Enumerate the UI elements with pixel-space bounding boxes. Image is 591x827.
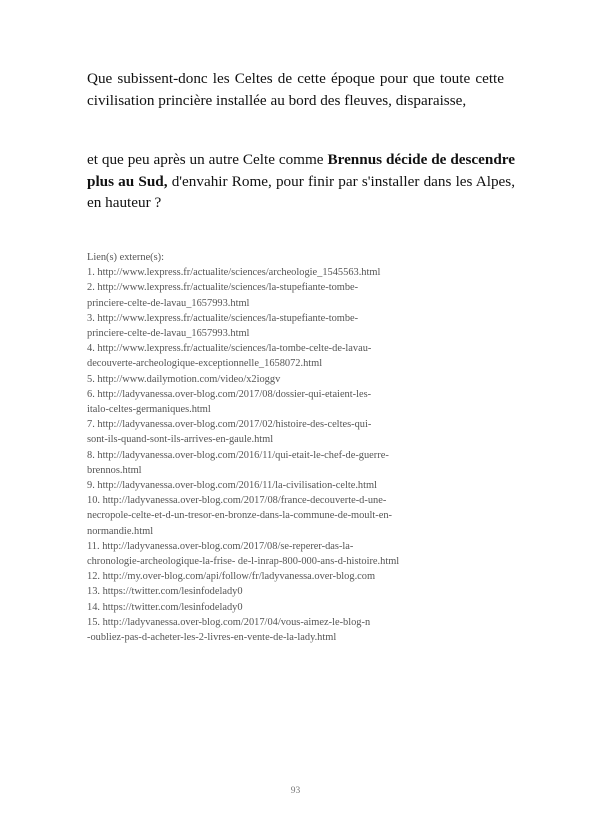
brennus-bold-text: Brennus décide de descendre plus au Sud, <box>87 151 515 190</box>
external-link-line[interactable]: 7. http://ladyvanessa.over-blog.com/2017/02/histoire-des-celtes-qui- <box>87 419 372 431</box>
external-link-line[interactable]: italo-celtes-germaniques.html <box>87 404 211 416</box>
external-link-line[interactable]: 8. http://ladyvanessa.over-blog.com/2016/11/qui-etait-le-chef-de-guerre- <box>87 449 389 461</box>
external-link-line[interactable]: 11. http://ladyvanessa.over-blog.com/2017/08/se-reperer-das-la- <box>87 540 354 552</box>
external-link-line[interactable]: 14. https://twitter.com/lesinfodelady0 <box>87 601 243 613</box>
external-link-line[interactable]: normandie.html <box>87 525 154 537</box>
external-link-line[interactable]: sont-ils-quand-sont-ils-arrives-en-gaule.html <box>87 434 274 446</box>
external-link-line[interactable]: 10. http://ladyvanessa.over-blog.com/2017/08/france-decouverte-d-une- <box>87 495 387 507</box>
external-link-line[interactable]: princiere-celte-de-lavau_1657993.html <box>87 297 250 309</box>
paragraph-brennus-end: d'envahir Rome, pour finir par s'installer dans les Alpes, en hauteur ? <box>87 172 515 211</box>
external-link-line[interactable]: 12. http://my.over-blog.com/api/follow/fr/ladyvanessa.over-blog.com <box>87 571 376 583</box>
external-link-line[interactable]: 4. http://www.lexpress.fr/actualite/sciences/la-tombe-celte-de-lavau- <box>87 343 372 355</box>
external-link-line[interactable]: 13. https://twitter.com/lesinfodelady0 <box>87 586 243 598</box>
external-links-list <box>87 265 507 645</box>
paragraph-brennus <box>87 149 515 214</box>
external-link-line[interactable]: 6. http://ladyvanessa.over-blog.com/2017/08/dossier-qui-etaient-les- <box>87 388 372 400</box>
external-link-line[interactable]: decouverte-archeologique-exceptionnelle_1658072.html <box>87 358 323 370</box>
external-links-section <box>87 250 507 645</box>
external-link-line[interactable]: chronologie-archeologique-la-frise- de-l-inrap-800-000-ans-d-histoire.html <box>87 556 400 568</box>
external-link-line[interactable]: princiere-celte-de-lavau_1657993.html <box>87 328 250 340</box>
external-link-line[interactable]: -oubliez-pas-d-acheter-les-2-livres-en-vente-de-la-lady.html <box>87 632 337 644</box>
external-link-line[interactable]: necropole-celte-et-d-un-tresor-en-bronze-dans-la-commune-de-moult-en- <box>87 510 393 522</box>
paragraph-question: Que subissent-donc les Celtes de cette époque pour que toute cette civilisation princière installée au bord des fleuves, disparaisse, <box>87 70 504 109</box>
external-link-line[interactable]: 15. http://ladyvanessa.over-blog.com/2017/04/vous-aimez-le-blog-n <box>87 616 371 628</box>
external-link-line[interactable]: 1. http://www.lexpress.fr/actualite/sciences/archeologie_1545563.html <box>87 267 381 279</box>
external-link-line[interactable]: 9. http://ladyvanessa.over-blog.com/2016/11/la-civilisation-celte.html <box>87 480 377 492</box>
page-number: 93 <box>290 786 301 796</box>
external-link-line[interactable]: 2. http://www.lexpress.fr/actualite/sciences/la-stupefiante-tombe- <box>87 282 359 294</box>
external-link-line[interactable]: 3. http://www.lexpress.fr/actualite/sciences/la-stupefiante-tombe- <box>87 312 359 324</box>
external-link-line[interactable]: 5. http://www.dailymotion.com/video/x2ioggv <box>87 373 281 385</box>
paragraph-brennus-start: et que peu après un autre Celte comme <box>87 151 328 168</box>
external-link-line[interactable]: brennos.html <box>87 464 142 476</box>
external-links-heading: Lien(s) externe(s): <box>87 252 165 263</box>
